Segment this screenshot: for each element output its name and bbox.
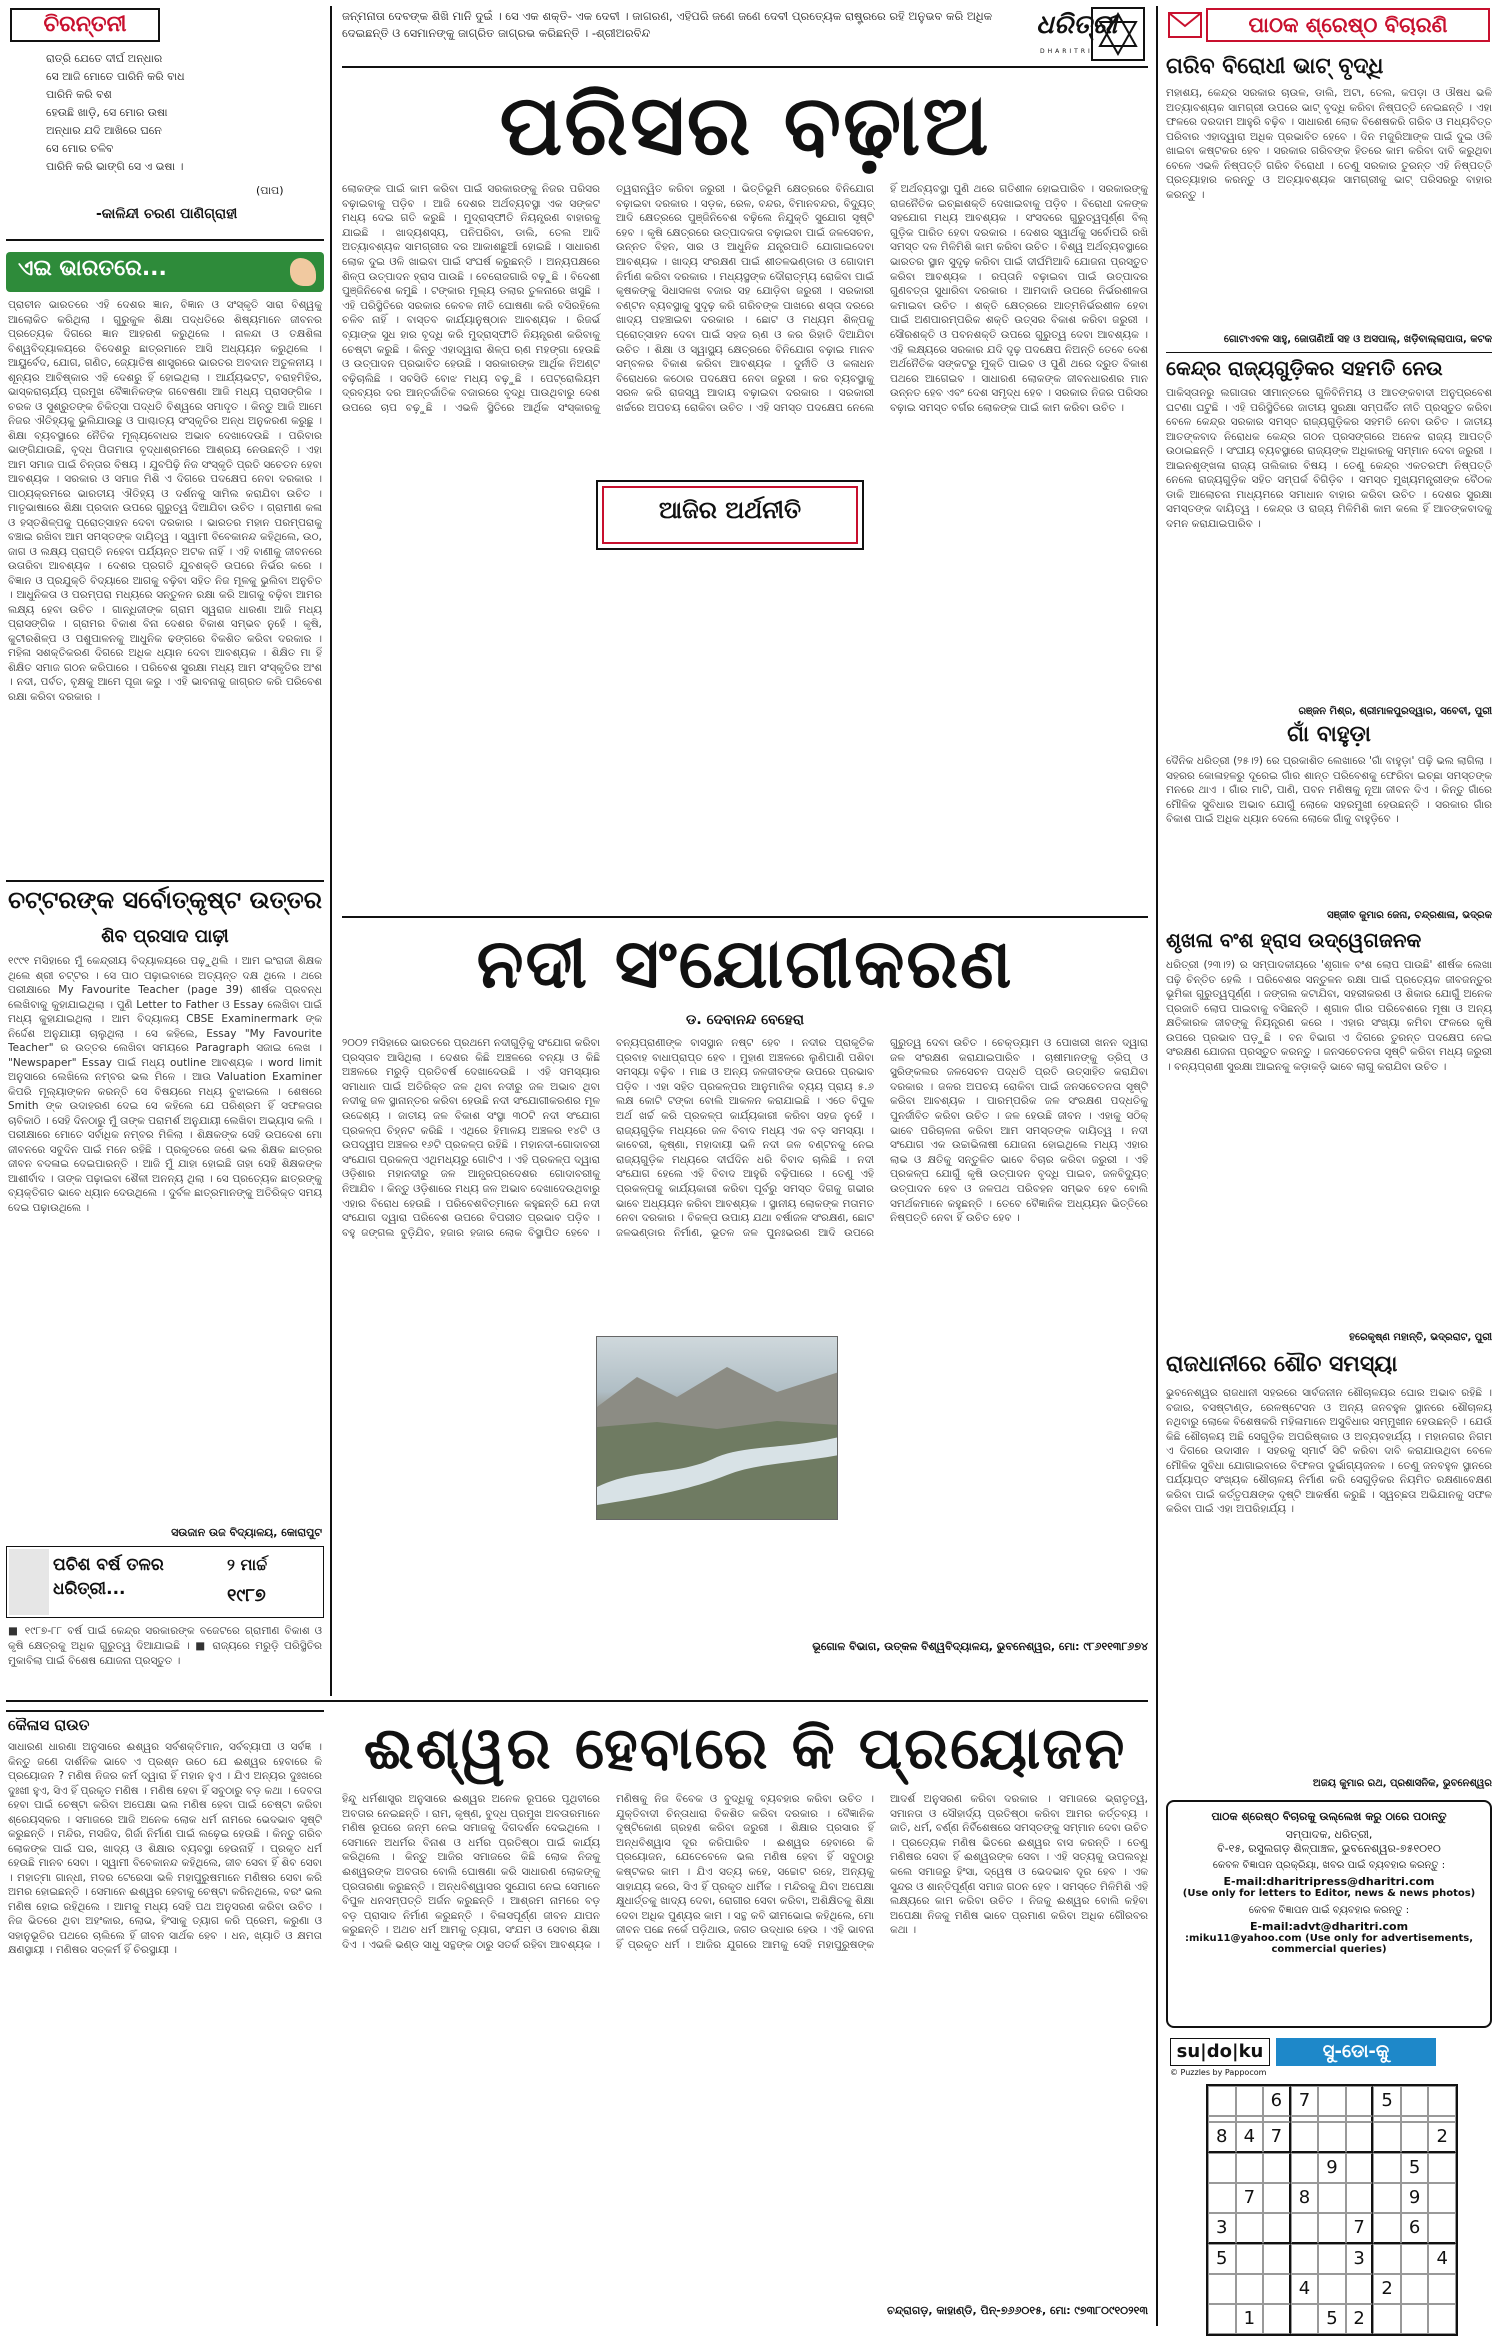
contact-email-1[interactable]: E-mail:dharitripress@dharitri.com [1223,1875,1435,1888]
ishwar-headline: ଈଶ୍ୱର ହେବାରେ କି ପ୍ରୟୋଜନ [363,1714,1127,1782]
shrikhala-body: ଧରିତ୍ରୀ (୨୩।୨) ର ସମ୍ପାଦକୀୟରେ 'ଶୃଗାଳ ବଂଶ ଲୋପ ପାଉଛି' ଶୀର୍ଷକ ଲେଖା ପଢ଼ି ଚିନ୍ତିତ ହେଲି । ପରିବେଶର ସନ୍ତୁଳନ ରକ୍ଷା ପାଇଁ ପ୍ରତ୍ୟେକ ଜୀବଜନ୍ତୁର ଭୂମିକା ଗୁରୁତ୍ୱପୂର୍ଣ୍ଣ । ଜଙ୍ଗଲ କଟାଯିବା, ସହରୀକରଣ ଓ ଶିକାର ଯୋଗୁଁ ଅନେକ ପ୍ରଜାତି ଲୋପ ପାଇବାକୁ ବସିଛନ୍ତି । ଶୃଗାଳ ଗାଁର ପରିବେଶରେ ମୂଷା ଓ ଅନ୍ୟ କ୍ଷତିକାରକ ଜୀବଙ୍କୁ ନିୟନ୍ତ୍ରଣ କରେ । ଏହାର ସଂଖ୍ୟା କମିବା ଫଳରେ କୃଷି ଉପରେ ପ୍ରଭାବ ପଡ଼ୁଛି । ବନ ବିଭାଗ ଏ ଦିଗରେ ତୁରନ୍ତ ପଦକ୍ଷେପ ନେଇ ସଂରକ୍ଷଣ ଯୋଜନା ପ୍ରସ୍ତୁତ କରନ୍ତୁ । ଜନସଚେତନତା ସୃଷ୍ଟି କରିବା ମଧ୍ୟ ଜରୁରୀ । ବନ୍ୟପ୍ରାଣୀ ସୁରକ୍ଷା ଆଇନକୁ କଡ଼ାକଡ଼ି ଭାବେ ଲାଗୁ କରାଯିବା ଉଚିତ । [1166,959,1492,1073]
contact-line-2: ବି-୧୫, ରସୁଲଗଡ଼ ଶିଳ୍ପାଞ୍ଚଳ, ଭୁବନେଶ୍ୱର-୭୫୧୦୧୦ [1217,1842,1441,1855]
chatra-author: ଶିବ ପ୍ରସାଦ ପାଢ଼ୀ [101,926,229,947]
shrikhala-byline: ହରେକୃଷ୍ଣ ମହାନ୍ତି, ଭଦ୍ରରାଟ, ପୁରୀ [1349,1332,1492,1343]
sudoku-cell[interactable] [1401,2304,1429,2334]
contact-box [1166,1800,1492,2028]
contact-fax-label: କେବଳ ବିଜ୍ଞାପନ ପ୍ରକ୍ରିୟା, ଖବର ପାଇଁ ବ୍ୟବହାର କରନ୍ତୁ : [1212,1860,1446,1871]
sudoku-cell[interactable] [1318,2122,1346,2153]
sudoku-cell[interactable] [1346,2122,1374,2153]
gaa-body: ଦୈନିକ ଧରିତ୍ରୀ (୨୫।୨) ରେ ପ୍ରକାଶିତ ଲେଖାରେ 'ଗାଁ ବାହୁଡ଼ା' ପଢ଼ି ଭଲ ଲାଗିଲା । ସହରର କୋଳାହଳରୁ ଦୂରେଇ ଗାଁର ଶାନ୍ତ ପରିବେଶକୁ ଫେରିବା ଇଚ୍ଛା ସମସ୍ତଙ୍କ ମନରେ ଥାଏ । ଗାଁର ମାଟି, ପାଣି, ପବନ ମଣିଷକୁ ନୂଆ ଜୀବନ ଦିଏ । କିନ୍ତୁ ଗାଁରେ ମୌଳିକ ସୁବିଧାର ଅଭାବ ଯୋଗୁଁ ଲୋକେ ସହରମୁଖୀ ହେଉଛନ୍ତି । ସରକାର ଗାଁର ବିକାଶ ପାଇଁ ଅଧିକ ଧ୍ୟାନ ଦେଲେ ଲୋକେ ଗାଁକୁ ବାହୁଡ଼ିବେ । [1166,755,1492,825]
contact-email-3[interactable]: :miku11@yahoo.com (Use only for advertisements, commercial queries) [1184,1933,1474,1955]
sudoku-cell[interactable] [1373,2183,1401,2213]
river-photo [596,1336,838,1520]
chatra-body: ୧୯୯୧ ମସିହାରେ ମୁଁ କେନ୍ଦ୍ରୀୟ ବିଦ୍ୟାଳୟରେ ପଢ଼ୁଥିଲି । ଆମ ଇଂରାଜୀ ଶିକ୍ଷକ ଥିଲେ ଶ୍ରୀ ଚଟ୍ଟର । ସେ ପାଠ ପଢ଼ାଇବାରେ ଅତ୍ୟନ୍ତ ଦକ୍ଷ ଥିଲେ । ଥରେ ପରୀକ୍ଷାରେ My Favourite Teacher (page 39) ଶୀର୍ଷକ ପ୍ରବନ୍ଧ ଲେଖିବାକୁ କୁହାଯାଇଥିଲା । ପୁଣି Letter to Father ଓ Essay ଲେଖିବା ପାଇଁ ମଧ୍ୟ କୁହାଯାଇଥିଲା । ଆମ ବିଦ୍ୟାଳୟ CBSE Examinermark ଙ୍କ ନିର୍ଦ୍ଦେଶ ଅନୁଯାୟୀ ଚାଲୁଥିଲା । ସେ କହିଲେ, Essay "My Favourite Teacher" ର ଉତ୍ତର ଲେଖିବା ସମୟରେ Paragraph ସଜାଇ ଲେଖ । "Newspaper" Essay ପାଇଁ ମଧ୍ୟ outline ଆବଶ୍ୟକ । word limit ଅନୁସାରେ ଲେଖିଲେ ନମ୍ବର ଭଲ ମିଳେ । ଆଉ Valuation Examiner କିପରି ମୂଲ୍ୟାଙ୍କନ କରନ୍ତି ସେ ବିଷୟରେ ମଧ୍ୟ ବୁଝାଇଲେ । ଶେଷରେ Smith ଙ୍କ ଉଦାହରଣ ଦେଇ ସେ କହିଲେ ଯେ ପରିଶ୍ରମ ହିଁ ସଫଳତାର ଚାବିକାଠି । ସେହି ଦିନଠାରୁ ମୁଁ ତାଙ୍କ ପରାମର୍ଶ ଅନୁଯାୟୀ ଲେଖିବା ଅଭ୍ୟାସ କଲି । ପରୀକ୍ଷାରେ ମୋତେ ସର୍ବାଧିକ ନମ୍ବର ମିଳିଲା । ଶିକ୍ଷକଙ୍କ ସେହି ଉପଦେଶ ମୋ ଜୀବନରେ ସବୁଦିନ ପାଇଁ ମନେ ରହିଛି । ପ୍ରକୃତରେ ଜଣେ ଭଲ ଶିକ୍ଷକ ଛାତ୍ରର ଜୀବନ ବଦଳାଇ ଦେଇପାରନ୍ତି । ଆଜି ମୁଁ ଯାହା ହୋଇଛି ତାହା ସେହି ଶିକ୍ଷକଙ୍କ ଆଶୀର୍ବାଦ । ତାଙ୍କ ପଢ଼ାଇବା ଶୈଳୀ ଅନନ୍ୟ ଥିଲା । ସେ ପ୍ରତ୍ୟେକ ଛାତ୍ରଙ୍କୁ ବ୍ୟକ୍ତିଗତ ଭାବେ ଧ୍ୟାନ ଦେଉଥିଲେ । ଦୁର୍ବଳ ଛାତ୍ରମାନଙ୍କୁ ଅତିରିକ୍ତ ସମୟ ଦେଇ ପଢ଼ାଉଥିଲେ । [8,955,322,1214]
left-divider-2 [6,1710,324,1712]
sudoku-cell[interactable] [1263,2153,1291,2183]
sudoku-cell[interactable] [1263,2244,1291,2274]
left-column [6,6,324,2326]
sudoku-cell[interactable] [1428,2304,1456,2334]
raj-body: ଭୁବନେଶ୍ୱର ରାଜଧାନୀ ସହରରେ ସାର୍ବଜନୀନ ଶୌଚାଳୟର ଘୋର ଅଭାବ ରହିଛି । ବଜାର, ବସଷ୍ଟାଣ୍ଡ, ରେଳଷ୍ଟେସନ ଓ ଅନ୍ୟ ଜନବହୁଳ ସ୍ଥାନରେ ଶୌଚାଳୟ ନଥିବାରୁ ଲୋକେ ବିଶେଷକରି ମହିଳାମାନେ ଅସୁବିଧାର ସମ୍ମୁଖୀନ ହେଉଛନ୍ତି । ଯେଉଁ କିଛି ଶୌଚାଳୟ ଅଛି ସେଗୁଡ଼ିକ ଅପରିଷ୍କାର ଓ ଅବ୍ୟବହାର୍ଯ୍ୟ । ମହାନଗର ନିଗମ ଏ ଦିଗରେ ଉଦାସୀନ । ସହରକୁ ସ୍ମାର୍ଟ ସିଟି କରିବା ଦାବି କରାଯାଉଥିବା ବେଳେ ମୌଳିକ ସୁବିଧା ଯୋଗାଇବାରେ ବିଫଳତା ଦୁର୍ଭାଗ୍ୟଜନକ । ତେଣୁ ଜନବହୁଳ ସ୍ଥାନରେ ପର୍ଯ୍ୟାପ୍ତ ସଂଖ୍ୟକ ଶୌଚାଳୟ ନିର୍ମାଣ କରି ସେଗୁଡ଼ିକର ନିୟମିତ ରକ୍ଷଣାବେକ୍ଷଣ କରିବା ପାଇଁ କର୍ତ୍ତୃପକ୍ଷଙ୍କ ଦୃଷ୍ଟି ଆକର୍ଷଣ କରୁଛି । ସ୍ୱଚ୍ଛତା ଅଭିଯାନକୁ ସଫଳ କରିବା ପାଇଁ ଏହା ଅପରିହାର୍ଯ୍ୟ । [1166,1387,1492,1515]
chatra-en-1: My Favourite Teacher (page 39) [58,984,243,996]
chatra-en-8: outline [170,1056,207,1069]
left-vertical-rule [330,6,332,1696]
sudoku-cell[interactable]: 5 [1208,2244,1236,2274]
contact-email-2[interactable]: E-mail:advt@dharitri.com [1249,1920,1409,1933]
chatra-en-4: CBSE Examinermark [186,1013,299,1025]
contact-line-1: ସମ୍ପାଦକ, ଧରିତ୍ରୀ, [1285,1828,1373,1841]
kailash-title: କୈଳାସ ରାଉତ [8,1716,90,1734]
nadi-headline: ନଦୀ ସଂଯୋଗୀକରଣ [476,925,1014,1004]
sudoku-cell[interactable] [1318,2213,1346,2244]
chatra-en-10: Valuation Examiner [217,1071,322,1083]
contact-title: ପାଠକ ଶ୍ରେଷ୍ଠ ବିଚାରକୁ ଉଲ୍ଲେଖ କରୁ ଠାରେ ପଠାନ୍ତୁ [1211,1810,1447,1823]
chatra-en-7: "Newspaper" Essay [8,1056,112,1069]
india-map-icon [290,258,316,286]
sudoku-cell[interactable] [1346,2153,1374,2183]
sudoku-cell[interactable]: 1 [1236,2304,1264,2334]
pachisa-date: ୨ ମାର୍ଚ୍ଚ [227,1555,268,1574]
sudoku-cell[interactable] [1373,2153,1401,2183]
garib-body: ମହାଶୟ, କେନ୍ଦ୍ର ସରକାର ଚାଉଳ, ଡାଲି, ଅଟା, ତେଲ, କପଡ଼ା ଓ ଔଷଧ ଭଳି ଅତ୍ୟାବଶ୍ୟକ ସାମଗ୍ରୀ ଉପରେ ଭାଟ୍ ବୃଦ୍ଧି କରିବା ନିଷ୍ପତ୍ତି ନେଇଛନ୍ତି । ଏହା ଫଳରେ ଦରଦାମ ଆହୁରି ବଢ଼ିବ । ସାଧାରଣ ଲୋକ ବିଶେଷକରି ଗରିବ ଓ ମଧ୍ୟବିତ୍ତ ପରିବାର ଏହାଦ୍ୱାରା ଅଧିକ ପ୍ରଭାବିତ ହେବେ । ଦିନ ମଜୁରିଆଙ୍କ ପାଇଁ ଦୁଇ ଓଳି ଖାଇବା କଷ୍ଟକର ହେବ । ସରକାର ଗରିବଙ୍କ ହିତରେ କାମ କରିବା ଦାବି କରୁଥିବା ବେଳେ ଏଭଳି ନିଷ୍ପତ୍ତି ଗରିବ ବିରୋଧୀ । ତେଣୁ ସରକାର ତୁରନ୍ତ ଏହି ନିଷ୍ପତ୍ତି ପ୍ରତ୍ୟାହାର କରନ୍ତୁ ଓ ଅତ୍ୟାବଶ୍ୟକ ସାମଗ୍ରୀକୁ ଭାଟ୍ ପରିସରରୁ ବାହାର କରନ୍ତୁ । [1166,87,1492,201]
chirantani-poem: ରାତ୍ରି ଯେତେ ଦୀର୍ଘ ଅନ୍ଧାର ସେ ଆଜି ମୋତେ ପାରିନି କରି ବାଧ ପାରିନି କରି ବଶ ହେଉଛି ଖାଡ଼ି, ସେ ମୋର ଉଷା ଅନ୍ଧାର ଯଦି ଆଖିରେ ଘନେ ସେ ମୋର ଚଳିବ ପାରିନି କରି ଭାଙ୍ଗି ସେ ଏ ଭଷା । [46,52,185,173]
chirantani-title: ଚିରନ୍ତନୀ [10,8,160,42]
chatra-en-6: Paragraph [195,1042,250,1054]
kailash-body: ସାଧାରଣ ଧାରଣା ଅନୁସାରେ ଈଶ୍ୱର ସର୍ବଶକ୍ତିମାନ, ସର୍ବବ୍ୟାପୀ ଓ ସର୍ବଜ୍ଞ । କିନ୍ତୁ ଜଣେ ଦାର୍ଶନିକ ଭାବେ ଏ ପ୍ରଶ୍ନ ଉଠେ ଯେ ଈଶ୍ୱର ହେବାରେ କି ପ୍ରୟୋଜନ ? ମଣିଷ ନିଜର କର୍ମ ଦ୍ୱାରା ହିଁ ମହାନ ହୁଏ । ଯିଏ ଅନ୍ୟର ଦୁଃଖରେ ଦୁଃଖୀ ହୁଏ, ସିଏ ହିଁ ପ୍ରକୃତ ମଣିଷ । ମଣିଷ ହେବା ହିଁ ସବୁଠାରୁ ବଡ଼ କଥା । ଦେବତା ହେବା ପାଇଁ ଚେଷ୍ଟା କରିବା ଅପେକ୍ଷା ଭଲ ମଣିଷ ହେବା ପାଇଁ ଚେଷ୍ଟା କରିବା ଶ୍ରେୟସ୍କର । ସମାଜରେ ଆଜି ଅନେକ ଲୋକ ଧର୍ମ ନାମରେ ଭେଦଭାବ ସୃଷ୍ଟି କରୁଛନ୍ତି । ମନ୍ଦିର, ମସଜିଦ, ଗିର୍ଜା ନିର୍ମାଣ ପାଇଁ ଲଢ଼େଇ ହେଉଛି । କିନ୍ତୁ ଗରିବ ଲୋକଙ୍କ ପାଇଁ ଘର, ଖାଦ୍ୟ ଓ ଶିକ୍ଷାର ବ୍ୟବସ୍ଥା ହେଉନାହିଁ । ପ୍ରକୃତ ଧର୍ମ ହେଉଛି ମାନବ ସେବା । ସ୍ୱାମୀ ବିବେକାନନ୍ଦ କହିଥିଲେ, ଜୀବ ସେବା ହିଁ ଶିବ ସେବା । ମହାତ୍ମା ଗାନ୍ଧୀ, ମଦର ଟେରେସା ଭଳି ମହାପୁରୁଷମାନେ ମଣିଷର ସେବା କରି ଅମର ହୋଇଛନ୍ତି । ସେମାନେ ଈଶ୍ୱର ହେବାକୁ ଚେଷ୍ଟା କରିନଥିଲେ, ବରଂ ଭଲ ମଣିଷ ହୋଇ ରହିଥିଲେ । ଆମକୁ ମଧ୍ୟ ସେହି ପଥ ଅନୁସରଣ କରିବା ଉଚିତ । ନିଜ ଭିତରେ ଥିବା ଅହଂକାର, ଲୋଭ, ହିଂସାକୁ ତ୍ୟାଗ କରି ପ୍ରେମ, କରୁଣା ଓ ସହାନୁଭୂତିର ପଥରେ ଚାଲିଲେ ହିଁ ଜୀବନ ସାର୍ଥକ ହେବ । ଧନ, ଖ୍ୟାତି ଓ କ୍ଷମତା କ୍ଷଣସ୍ଥାୟୀ । ମଣିଷର ସତ୍କର୍ମ ହିଁ ଚିରସ୍ଥାୟୀ । [8,1741,322,1956]
sudoku-cell[interactable] [1291,2213,1319,2244]
nadi-body: ୨୦୦୨ ମସିହାରେ ଭାରତରେ ପ୍ରଥମେ ନଦୀଗୁଡ଼ିକୁ ସଂଯୋଗ କରିବା ପ୍ରସ୍ତାବ ଆସିଥିଲା । ଦେଶର କିଛି ଅଞ୍ଚଳରେ ବନ୍ୟା ଓ କିଛି ଅଞ୍ଚଳରେ ମରୁଡ଼ି ପ୍ରତିବର୍ଷ ଦେଖାଦେଉଛି । ଏହି ସମସ୍ୟାର ସମାଧାନ ପାଇଁ ଅତିରିକ୍ତ ଜଳ ଥିବା ନଦୀରୁ ଜଳ ଅଭାବ ଥିବା ନଦୀକୁ ଜଳ ସ୍ଥାନାନ୍ତର କରିବା ହେଉଛି ନଦୀ ସଂଯୋଗୀକରଣର ମୂଳ ଉଦ୍ଦେଶ୍ୟ । ଜାତୀୟ ଜଳ ବିକାଶ ସଂସ୍ଥା ୩୦ଟି ନଦୀ ସଂଯୋଗ ପ୍ରକଳ୍ପ ଚିହ୍ନଟ କରିଛି । ଏଥିରେ ହିମାଳୟ ଅଞ୍ଚଳର ୧୪ଟି ଓ ଉପଦ୍ୱୀପ ଅଞ୍ଚଳର ୧୬ଟି ପ୍ରକଳ୍ପ ରହିଛି । ମହାନଦୀ-ଗୋଦାବରୀ ସଂଯୋଗ ପ୍ରକଳ୍ପ ଏଥିମଧ୍ୟରୁ ଗୋଟିଏ । ଏହି ପ୍ରକଳ୍ପ ଦ୍ୱାରା ଓଡ଼ିଶାର ମହାନଦୀରୁ ଜଳ ଆନ୍ଧ୍ରପ୍ରଦେଶର ଗୋଦାବରୀକୁ ନିଆଯିବ । କିନ୍ତୁ ଓଡ଼ିଶାରେ ମଧ୍ୟ ଜଳ ଅଭାବ ଦେଖାଦେଉଥିବାରୁ ଏହାର ବିରୋଧ ହେଉଛି । ପରିବେଶବିତ୍‌ମାନେ କହୁଛନ୍ତି ଯେ ନଦୀ ସଂଯୋଗ ଦ୍ୱାରା ପରିବେଶ ଉପରେ ବିପରୀତ ପ୍ରଭାବ ପଡ଼ିବ । ବହୁ ଜଙ୍ଗଲ ବୁଡ଼ିଯିବ, ହଜାର ହଜାର ଲୋକ ବିସ୍ଥାପିତ ହେବେ । ବନ୍ୟପ୍ରାଣୀଙ୍କ ବାସସ୍ଥାନ ନଷ୍ଟ ହେବ । ନଦୀର ପ୍ରାକୃତିକ ପ୍ରବାହ ବାଧାପ୍ରାପ୍ତ ହେବ । ମୁହାଣ ଅଞ୍ଚଳରେ ଲୁଣିପାଣି ପଶିବା ସମସ୍ୟା ବଢ଼ିବ । ମାଛ ଓ ଅନ୍ୟ ଜଳଜୀବଙ୍କ ଉପରେ ପ୍ରଭାବ ପଡ଼ିବ । ଏହା ସହିତ ପ୍ରକଳ୍ପର ଆନୁମାନିକ ବ୍ୟୟ ପ୍ରାୟ ୫.୬ ଲକ୍ଷ କୋଟି ଟଙ୍କା ବୋଲି ଆକଳନ କରାଯାଇଛି । ଏତେ ବିପୁଳ ଅର୍ଥ ଖର୍ଚ୍ଚ କରି ପ୍ରକଳ୍ପ କାର୍ଯ୍ୟକାରୀ କରିବା ସହଜ ନୁହେଁ । ରାଜ୍ୟଗୁଡ଼ିକ ମଧ୍ୟରେ ଜଳ ବିବାଦ ମଧ୍ୟ ଏକ ବଡ଼ ସମସ୍ୟା । କାବେରୀ, କୃଷ୍ଣା, ମହାଦାୟୀ ଭଳି ନଦୀ ଜଳ ବଣ୍ଟନକୁ ନେଇ ରାଜ୍ୟଗୁଡ଼ିକ ମଧ୍ୟରେ ଦୀର୍ଘଦିନ ଧରି ବିବାଦ ଚାଲିଛି । ନଦୀ ସଂଯୋଗ ହେଲେ ଏହି ବିବାଦ ଆହୁରି ବଢ଼ିପାରେ । ତେଣୁ ଏହି ପ୍ରକଳ୍ପକୁ କାର୍ଯ୍ୟକାରୀ କରିବା ପୂର୍ବରୁ ସମସ୍ତ ଦିଗକୁ ଗଭୀର ଭାବେ ଅଧ୍ୟୟନ କରିବା ଆବଶ୍ୟକ । ସ୍ଥାନୀୟ ଲୋକଙ୍କ ମତାମତ ନେବା ଦରକାର । ବିକଳ୍ପ ଉପାୟ ଯଥା ବର୍ଷାଜଳ ସଂରକ୍ଷଣ, ଛୋଟ ଜଳଭଣ୍ଡାର ନିର୍ମାଣ, ଭୂତଳ ଜଳ ପୁନଃଭରଣ ଆଦି ଉପରେ ଗୁରୁତ୍ୱ ଦେବା ଉଚିତ । ଚେକ୍‌ଡ୍ୟାମ ଓ ପୋଖରୀ ଖନନ ଦ୍ୱାରା ଜଳ ସଂରକ୍ଷଣ କରାଯାଇପାରିବ । ଚାଷୀମାନଙ୍କୁ ଡ୍ରିପ୍ ଓ ସ୍ପ୍ରିଙ୍କଲର ଜଳସେଚନ ପଦ୍ଧତି ପ୍ରତି ଉତ୍ସାହିତ କରାଯିବା ଦରକାର । ଜଳର ଅପଚୟ ରୋକିବା ପାଇଁ ଜନସଚେତନତା ସୃଷ୍ଟି କରିବା ଆବଶ୍ୟକ । ପାରମ୍ପରିକ ଜଳ ସଂରକ୍ଷଣ ପଦ୍ଧତିକୁ ପୁନର୍ଜୀବିତ କରିବା ଉଚିତ । ଜଳ ହେଉଛି ଜୀବନ । ଏହାକୁ ସଠିକ୍ ଭାବେ ପରିଚାଳନା କରିବା ଆମ ସମସ୍ତଙ୍କ ଦାୟିତ୍ୱ । ନଦୀ ସଂଯୋଗ ଏକ ଉଚ୍ଚାଭିଳାଷୀ ଯୋଜନା ହୋଇଥିଲେ ମଧ୍ୟ ଏହାର ଲାଭ ଓ କ୍ଷତିକୁ ସନ୍ତୁଳିତ ଭାବେ ବିଚାର କରିବା ଜରୁରୀ । ଏହି ପ୍ରକଳ୍ପ ଯୋଗୁଁ କୃଷି ଉତ୍ପାଦନ ବୃଦ୍ଧି ପାଇବ, ଜଳବିଦ୍ୟୁତ୍ ଉତ୍ପାଦନ ହେବ ଓ ଜଳପଥ ପରିବହନ ସମ୍ଭବ ହେବ ବୋଲି ସମର୍ଥକମାନେ କହୁଛନ୍ତି । ତେବେ ବୈଜ୍ଞାନିକ ଅଧ୍ୟୟନ ଭିତ୍ତିରେ ନିଷ୍ପତ୍ତି ନେବା ହିଁ ଉଚିତ ହେବ । [342,1037,1148,1239]
sudoku-header [1166,2036,1492,2080]
bharat-body: ପ୍ରାଚୀନ ଭାରତରେ ଏହି ଦେଶର ଜ୍ଞାନ, ବିଜ୍ଞାନ ଓ ସଂସ୍କୃତି ସାରା ବିଶ୍ୱକୁ ଆଲୋକିତ କରିଥିଲା । ଗୁରୁକୁଳ ଶିକ୍ଷା ପଦ୍ଧତିରେ ଶିଷ୍ୟମାନେ ଜୀବନର ପ୍ରତ୍ୟେକ ଦିଗରେ ଜ୍ଞାନ ଆହରଣ କରୁଥିଲେ । ନାଳନ୍ଦା ଓ ତକ୍ଷଶିଳା ବିଶ୍ୱବିଦ୍ୟାଳୟରେ ବିଦେଶରୁ ଛାତ୍ରମାନେ ଆସି ଅଧ୍ୟୟନ କରୁଥିଲେ । ଆୟୁର୍ବେଦ, ଯୋଗ, ଗଣିତ, ଜ୍ୟୋତିଷ ଶାସ୍ତ୍ରରେ ଭାରତର ଅବଦାନ ଅତୁଳନୀୟ । ଶୂନ୍ୟର ଆବିଷ୍କାର ଏହି ଦେଶରୁ ହିଁ ହୋଇଥିଲା । ଆର୍ଯ୍ୟଭଟ୍ଟ, ବରାହମିହିର, ଭାସ୍କରାଚାର୍ଯ୍ୟ ପ୍ରମୁଖ ବୈଜ୍ଞାନିକଙ୍କ ଗବେଷଣା ଆଜି ମଧ୍ୟ ପ୍ରାସଙ୍ଗିକ । ଚରକ ଓ ସୁଶ୍ରୁତଙ୍କ ଚିକିତ୍ସା ପଦ୍ଧତି ବିଶ୍ୱରେ ସମାଦୃତ । କିନ୍ତୁ ଆଜି ଆମେ ନିଜର ଐତିହ୍ୟକୁ ଭୁଲିଯାଉଛୁ ଓ ପାଶ୍ଚାତ୍ୟ ସଂସ୍କୃତିର ଅନ୍ଧ ଅନୁକରଣ କରୁଛୁ । ଶିକ୍ଷା ବ୍ୟବସ୍ଥାରେ ନୈତିକ ମୂଲ୍ୟବୋଧର ଅଭାବ ଦେଖାଦେଉଛି । ପରିବାର ଭାଙ୍ଗିଯାଉଛି, ବୃଦ୍ଧ ପିତାମାତା ବୃଦ୍ଧାଶ୍ରମରେ ଆଶ୍ରୟ ନେଉଛନ୍ତି । ଏହା ଆମ ସମାଜ ପାଇଁ ଚିନ୍ତାର ବିଷୟ । ଯୁବପିଢ଼ି ନିଜ ସଂସ୍କୃତି ପ୍ରତି ସଚେତନ ହେବା ଆବଶ୍ୟକ । ସରକାର ଓ ସମାଜ ମିଶି ଏ ଦିଗରେ ପଦକ୍ଷେପ ନେବା ଦରକାର । ପାଠ୍ୟକ୍ରମରେ ଭାରତୀୟ ଐତିହ୍ୟ ଓ ଦର୍ଶନକୁ ସାମିଲ କରାଯିବା ଉଚିତ । ମାତୃଭାଷାରେ ଶିକ୍ଷା ପ୍ରଦାନ ଉପରେ ଗୁରୁତ୍ୱ ଦିଆଯିବା ଉଚିତ । ଗ୍ରାମୀଣ କଳା ଓ ହସ୍ତଶିଳ୍ପକୁ ପ୍ରୋତ୍ସାହନ ଦେବା ଦରକାର । ଭାରତର ମହାନ ପରମ୍ପରାକୁ ବଞ୍ଚାଇ ରଖିବା ଆମ ସମସ୍ତଙ୍କ ଦାୟିତ୍ୱ । ସ୍ୱାମୀ ବିବେକାନନ୍ଦ କହିଥିଲେ, ଉଠ, ଜାଗ ଓ ଲକ୍ଷ୍ୟ ପ୍ରାପ୍ତି ନହେବା ପର୍ଯ୍ୟନ୍ତ ଅଟକ ନାହିଁ । ଏହି ବାଣୀକୁ ଜୀବନରେ ଉତାରିବା ଆବଶ୍ୟକ । ଦେଶର ପ୍ରଗତି ଯୁବଶକ୍ତି ଉପରେ ନିର୍ଭର କରେ । ବିଜ୍ଞାନ ଓ ପ୍ରଯୁକ୍ତି ବିଦ୍ୟାରେ ଆଗକୁ ବଢ଼ିବା ସହିତ ନିଜ ମୂଳକୁ ଭୁଲିବା ଅନୁଚିତ । ଆଧୁନିକତା ଓ ପରମ୍ପରା ମଧ୍ୟରେ ସନ୍ତୁଳନ ରକ୍ଷା କରି ଆଗକୁ ବଢ଼ିବା ଆମର ଲକ୍ଷ୍ୟ ହେବା ଉଚିତ । ଗାନ୍ଧିଜୀଙ୍କ ଗ୍ରାମ ସ୍ୱରାଜ ଧାରଣା ଆଜି ମଧ୍ୟ ପ୍ରାସଙ୍ଗିକ । ଗ୍ରାମର ବିକାଶ ବିନା ଦେଶର ବିକାଶ ସମ୍ଭବ ନୁହେଁ । କୃଷି, କୁଟୀରଶିଳ୍ପ ଓ ପଶୁପାଳନକୁ ଆଧୁନିକ ଢଙ୍ଗରେ ବିକଶିତ କରିବା ଦରକାର । ମହିଳା ସଶକ୍ତିକରଣ ଦିଗରେ ଅଧିକ ଧ୍ୟାନ ଦେବା ଆବଶ୍ୟକ । ଶିକ୍ଷିତ ମା ହିଁ ଶିକ୍ଷିତ ସମାଜ ଗଠନ କରିପାରେ । ପରିବେଶ ସୁରକ୍ଷା ମଧ୍ୟ ଆମ ସଂସ୍କୃତିର ଅଂଶ । ନଦୀ, ପର୍ବତ, ବୃକ୍ଷକୁ ଆମେ ପୂଜା କରୁ । ଏହି ଭାବନାକୁ ଜାଗ୍ରତ କରି ପରିବେଶ ରକ୍ଷା କରିବା ଦରକାର । [8,299,322,703]
sudoku-brand: su|do|ku [1170,2038,1270,2066]
sudoku-cell[interactable] [1401,2274,1429,2304]
main-headline: ପରିସର ବଢ଼ାଅ [499,76,991,174]
sudoku-brand-odia: ସୁ-ଡୋ-କୁ [1276,2038,1436,2066]
sudoku-cell[interactable] [1236,2274,1264,2304]
sudoku-cell[interactable] [1318,2183,1346,2213]
star-emblem-icon [1090,6,1146,62]
sudoku-cell[interactable]: 7 [1291,2086,1319,2116]
sudoku-cell[interactable]: 2 [1428,2122,1456,2153]
sudoku-cell[interactable]: 4 [1428,2244,1456,2274]
nadi-author: ଡ. ଦେବାନନ୍ଦ ବେହେରା [686,1012,804,1028]
logo-text: ଧରିତ୍ରୀ [1036,10,1118,40]
sudoku-cell[interactable] [1401,2122,1429,2153]
sudoku-cell[interactable] [1291,2122,1319,2153]
sudoku-cell[interactable] [1401,2244,1429,2274]
pathaka-header [1166,8,1492,48]
chatra-en-2: Letter to Father [136,998,219,1011]
ishwar-byline: ଚନ୍ଦ୍ରାଗଡ଼, କାହାଣ୍ଡି, ପିନ୍-୭୬୬୦୧୫, ମୋ: ୯୭୩୮୦୯୧୦୨୧୩ [886,2304,1148,2317]
chatra-en-3: Essay [233,998,264,1011]
sudoku-cell[interactable]: 8 [1208,2122,1236,2153]
aajira-inset [596,480,864,550]
chirantani-author: -କାଳିନ୍ଦୀ ଚରଣ ପାଣିଗ୍ରାହୀ [96,206,238,222]
pachisa-banner [6,1546,324,1618]
sudoku-cell[interactable]: 6 [1263,2086,1291,2116]
sudoku-cell[interactable] [1428,2183,1456,2213]
sudoku-cell[interactable] [1208,2153,1236,2183]
right-column [1166,6,1492,2329]
chatra-en-5: Essay "My Favourite Teacher" [8,1027,322,1054]
center-rule-1 [342,916,1148,918]
left-divider-1 [6,880,324,882]
raj-title: ରାଜଧାନୀରେ ଶୌଚ ସମସ୍ୟା [1166,1352,1398,1377]
sudoku-cell[interactable] [1263,2183,1291,2213]
kendra-title: କେନ୍ଦ୍ର ରାଜ୍ୟଗୁଡ଼ିକର ସହମତି ନେଉ [1166,356,1443,380]
chatra-en-9: word limit [267,1056,322,1069]
sudoku-cell[interactable] [1373,2213,1401,2244]
gaa-title: ଗାଁ ବାହୁଡ଼ା [1287,722,1371,747]
sudoku-cell[interactable] [1428,2274,1456,2304]
sudoku-cell[interactable]: 8 [1291,2183,1319,2213]
sudoku-cell[interactable]: 9 [1318,2153,1346,2183]
sudoku-cell[interactable] [1428,2086,1456,2116]
sudoku-cell[interactable]: 7 [1346,2213,1374,2244]
sudoku-cell[interactable] [1208,2183,1236,2213]
sudoku-cell[interactable] [1428,2213,1456,2244]
sudoku-cell[interactable] [1428,2153,1456,2183]
sudoku-cell[interactable]: 2 [1346,2304,1374,2334]
pachisa-year: ୧୯୮୭ [227,1585,266,1606]
gaa-byline: ସଞ୍ଜୀବ କୁମାର ଜେନା, ଚନ୍ଦ୍ରଶାଳା, ଭଦ୍ରକ [1326,910,1492,921]
bharat-header [6,252,324,292]
pachisa-label: ପଚିଶ ବର୍ଷ ତଳର ଧରିତ୍ରୀ... [53,1555,164,1599]
masthead-quote: ଜନ୍ମନାତା ଦେବଙ୍କ ଶିଖି ମାନି ଦୁଇଁ । ସେ ଏକ ଶକ୍ତି- ଏକ ଦେବୀ । ଜାଗରଣ, ଏହିପରି ଜଣେ ଜଣେ ଦେବୀ ପ୍ରତ୍ୟେକ ରାଷ୍ଟ୍ରରେ ରହି ଅନୁଭବ କରି ଅଧିକ ଦେଇଛନ୍ତି ଓ ସେମାନଙ୍କୁ ଜାଗ୍ରିତ ଜାଗ୍ରଭ କରିଛନ୍ତି । -ଶ୍ରୀଅରବିନ୍ଦ [342,9,993,40]
chatra-en-11: Smith [8,1100,39,1112]
sudoku-cell[interactable] [1263,2304,1291,2334]
sudoku-cell[interactable] [1346,2086,1374,2116]
sudoku-cell[interactable] [1373,2244,1401,2274]
sudoku-cell[interactable]: 7 [1263,2122,1291,2153]
bharat-title: ଏଇ ଭାରତରେ... [18,256,167,281]
pachisa-flag [9,1549,49,1615]
masthead-rule [342,66,1148,68]
contact-ads-label: କେବଳ ବିଜ୍ଞାପନ ପାଇଁ ବ୍ୟବହାର କରନ୍ତୁ : [1248,1905,1410,1916]
chirantani-box [6,6,324,241]
sudoku-cell[interactable]: 6 [1401,2213,1429,2244]
shrikhala-title: ଶୃଖଳା ବଂଶ ହ୍ରାସ ଉଦ୍ୱେଗଜନକ [1166,928,1422,952]
contact-email-1-note: (Use only for letters to Editor, news & news photos) [1182,1888,1476,1899]
sudoku-cell[interactable] [1208,2274,1236,2304]
sudoku-cell[interactable] [1318,2274,1346,2304]
sudoku-cell[interactable] [1263,2213,1291,2244]
kendra-byline: ରଞ୍ଜନ ମିଶ୍ର, ଶ୍ରୀମାଳପୁରଦ୍ୱାର, ସବେବୀ, ପୁରୀ [1298,706,1492,717]
sudoku-cell[interactable] [1236,2244,1264,2274]
sudoku-cell[interactable]: 3 [1346,2244,1374,2274]
sudoku-cell[interactable] [1291,2153,1319,2183]
sudoku-cell[interactable] [1291,2304,1319,2334]
logo-sub: DHARITRI [1040,48,1093,55]
center-rule-2 [6,1700,1148,1702]
main-article: ଲୋକଙ୍କ ପାଇଁ କାମ କରିବା ପାଇଁ ସରକାରଙ୍କୁ ନିଜର ପରିସର ବଢ଼ାଇବାକୁ ପଡ଼ିବ । ଆଜି ଦେଶର ଅର୍ଥବ୍ୟବସ୍ଥା ଏକ ସଙ୍କଟ ମଧ୍ୟ ଦେଇ ଗତି କରୁଛି । ମୁଦ୍ରାସ୍ଫୀତି ନିୟନ୍ତ୍ରଣ ବାହାରକୁ ଯାଇଛି । ଖାଦ୍ୟଶସ୍ୟ, ପନିପରିବା, ଡାଲି, ତେଲ ଆଦି ଅତ୍ୟାବଶ୍ୟକ ସାମଗ୍ରୀର ଦର ଆକାଶଛୁଆଁ ହୋଇଛି । ସାଧାରଣ ଲୋକ ଦୁଇ ଓଳି ଖାଇବା ପାଇଁ ସଂଘର୍ଷ କରୁଛନ୍ତି । ଅନ୍ୟପକ୍ଷରେ ଶିଳ୍ପ ଉତ୍ପାଦନ ହ୍ରାସ ପାଉଛି । ବେରୋଜଗାରି ବଢ଼ୁଛି । ବିଦେଶୀ ପୁଞ୍ଜିନିବେଶ କମୁଛି । ଟଙ୍କାର ମୂଲ୍ୟ ଡଲାର ତୁଳନାରେ ଖସୁଛି । ଏହି ପରିସ୍ଥିତିରେ ସରକାର କେବଳ ନୀତି ଘୋଷଣା କରି ବସିରହିଲେ ଚଳିବ ନାହିଁ । ବାସ୍ତବ କାର୍ଯ୍ୟାନୁଷ୍ଠାନ ଆବଶ୍ୟକ । ରିଜର୍ଭ ବ୍ୟାଙ୍କ ସୁଧ ହାର ବୃଦ୍ଧି କରି ମୁଦ୍ରାସ୍ଫୀତି ନିୟନ୍ତ୍ରଣ କରିବାକୁ ଚେଷ୍ଟା କରୁଛି । କିନ୍ତୁ ଏହାଦ୍ୱାରା ଶିଳ୍ପ ଋଣ ମହଙ୍ଗା ହେଉଛି ଓ ଉତ୍ପାଦନ ପ୍ରଭାବିତ ହେଉଛି । ସରକାରଙ୍କ ଆର୍ଥିକ ନିଅଣ୍ଟ ବଢ଼ିଚାଲିଛି । ସବସିଡି ବୋଝ ମଧ୍ୟ ବଢ଼ୁଛି । ପେଟ୍ରୋଲିୟମ ଦ୍ରବ୍ୟର ଦର ଆନ୍ତର୍ଜାତିକ ବଜାରରେ ବୃଦ୍ଧି ପାଉଥିବାରୁ ଦେଶ ଉପରେ ଚାପ ବଢ଼ୁଛି । ଏଭଳି ସ୍ଥିତିରେ ଆର୍ଥିକ ସଂସ୍କାରକୁ ତ୍ୱରାନ୍ୱିତ କରିବା ଜରୁରୀ । ଭିତ୍ତିଭୂମି କ୍ଷେତ୍ରରେ ବିନିଯୋଗ ବଢ଼ାଇବା ଦରକାର । ସଡ଼କ, ରେଳ, ବନ୍ଦର, ବିମାନବନ୍ଦର, ବିଦ୍ୟୁତ୍ ଆଦି କ୍ଷେତ୍ରରେ ପୁଞ୍ଜିନିବେଶ ବଢ଼ିଲେ ନିଯୁକ୍ତି ସୁଯୋଗ ସୃଷ୍ଟି ହେବ । କୃଷି କ୍ଷେତ୍ରରେ ଉତ୍ପାଦକତା ବଢ଼ାଇବା ପାଇଁ ଜଳସେଚନ, ଉନ୍ନତ ବିହନ, ସାର ଓ ଆଧୁନିକ ଯନ୍ତ୍ରପାତି ଯୋଗାଇଦେବା ଆବଶ୍ୟକ । ଖାଦ୍ୟ ସଂରକ୍ଷଣ ପାଇଁ ଶୀତଳଭଣ୍ଡାର ଓ ଗୋଦାମ ନିର୍ମାଣ କରିବା ଦରକାର । ମଧ୍ୟସ୍ଥଙ୍କ ଦୌରାତ୍ମ୍ୟ ରୋକିବା ପାଇଁ କୃଷକଙ୍କୁ ସିଧାସଳଖ ବଜାର ସହ ଯୋଡ଼ିବା ଜରୁରୀ । ସରକାରୀ ବଣ୍ଟନ ବ୍ୟବସ୍ଥାକୁ ସୁଦୃଢ଼ କରି ଗରିବଙ୍କ ପାଖରେ ଶସ୍ତା ଦରରେ ଖାଦ୍ୟ ପହଞ୍ଚାଇବା ଦରକାର । ଛୋଟ ଓ ମଧ୍ୟମ ଶିଳ୍ପକୁ ପ୍ରୋତ୍ସାହନ ଦେବା ପାଇଁ ସହଜ ଋଣ ଓ କର ରିହାତି ଦିଆଯିବା ଉଚିତ । ଶିକ୍ଷା ଓ ସ୍ୱାସ୍ଥ୍ୟ କ୍ଷେତ୍ରରେ ବିନିଯୋଗ ବଢ଼ାଇ ମାନବ ସମ୍ବଳର ବିକାଶ କରିବା ଆବଶ୍ୟକ । ଦୁର୍ନୀତି ଓ କଳାଧନ ବିରୋଧରେ କଠୋର ପଦକ୍ଷେପ ନେବା ଜରୁରୀ । କର ବ୍ୟବସ୍ଥାକୁ ସରଳ କରି ରାଜସ୍ୱ ଆଦାୟ ବଢ଼ାଇବା ଦରକାର । ସରକାରୀ ଖର୍ଚ୍ଚରେ ଅପଚୟ ରୋକିବା ଉଚିତ । ଏହି ସମସ୍ତ ପଦକ୍ଷେପ ନେଲେ ହିଁ ଅର୍ଥବ୍ୟବସ୍ଥା ପୁଣି ଥରେ ଗତିଶୀଳ ହୋଇପାରିବ । ସରକାରଙ୍କୁ ରାଜନୈତିକ ଇଚ୍ଛାଶକ୍ତି ଦେଖାଇବାକୁ ପଡ଼ିବ । ବିରୋଧୀ ଦଳଙ୍କ ସହଯୋଗ ମଧ୍ୟ ଆବଶ୍ୟକ । ସଂସଦରେ ଗୁରୁତ୍ୱପୂର୍ଣ୍ଣ ବିଲ୍ ଗୁଡ଼ିକ ପାରିତ ହେବା ଦରକାର । ଦେଶର ସ୍ୱାର୍ଥକୁ ସର୍ବୋପରି ରଖି ସମସ୍ତ ଦଳ ମିଳିମିଶି କାମ କରିବା ଉଚିତ । ବିଶ୍ୱ ଅର୍ଥବ୍ୟବସ୍ଥାରେ ଭାରତର ସ୍ଥାନ ସୁଦୃଢ଼ କରିବା ପାଇଁ ଦୀର୍ଘମିଆଦି ଯୋଜନା ପ୍ରସ୍ତୁତ କରିବା ଆବଶ୍ୟକ । ରପ୍ତାନି ବଢ଼ାଇବା ପାଇଁ ଉତ୍ପାଦର ଗୁଣବତ୍ତା ସୁଧାରିବା ଦରକାର । ଆମଦାନି ଉପରେ ନିର୍ଭରଶୀଳତା କମାଇବା ଉଚିତ । ଶକ୍ତି କ୍ଷେତ୍ରରେ ଆତ୍ମନିର୍ଭରଶୀଳ ହେବା ପାଇଁ ଅଣପାରମ୍ପରିକ ଶକ୍ତି ଉତ୍ସର ବିକାଶ କରିବା ଜରୁରୀ । ସୌରଶକ୍ତି ଓ ପବନଶକ୍ତି ଉପରେ ଗୁରୁତ୍ୱ ଦେବା ଆବଶ୍ୟକ । ଏହି ଲକ୍ଷ୍ୟରେ ସରକାର ଯଦି ଦୃଢ଼ ପଦକ୍ଷେପ ନିଅନ୍ତି ତେବେ ଦେଶ ଅର୍ଥନୈତିକ ସଙ୍କଟରୁ ମୁକ୍ତି ପାଇବ ଓ ପୁଣି ଥରେ ଦ୍ରୁତ ବିକାଶ ପଥରେ ଆଗେଇବ । ସାଧାରଣ ଲୋକଙ୍କ ଜୀବନଧାରଣର ମାନ ଉନ୍ନତ ହେବ ଏବଂ ଦେଶ ସମୃଦ୍ଧ ହେବ । ସରକାର ନିଜର ପରିସର ବଢ଼ାଇ ସମସ୍ତ ବର୍ଗର ଲୋକଙ୍କ ପାଇଁ କାମ କରିବା ଉଚିତ । [342,183,1148,414]
raj-byline: ଅଜୟ କୁମାର ରଥ, ପ୍ରଶାସନିକ, ଭୁବନେଶ୍ୱର [1312,1778,1492,1789]
sudoku-cell[interactable]: 7 [1236,2183,1264,2213]
sudoku-cell[interactable] [1208,2086,1236,2116]
sudoku-cell[interactable] [1346,2274,1374,2304]
pachisa-body: ■ ୧୯୮୭-୮୮ ବର୍ଷ ପାଇଁ କେନ୍ଦ୍ର ସରକାରଙ୍କ ବଜେଟରେ ଗ୍ରାମୀଣ ବିକାଶ ଓ କୃଷି କ୍ଷେତ୍ରକୁ ଅଧିକ ଗୁରୁତ୍ୱ ଦିଆଯାଇଛି । ■ ରାଜ୍ୟରେ ମରୁଡ଼ି ପରିସ୍ଥିତିର ମୁକାବିଲା ପାଇଁ ବିଶେଷ ଯୋଜନା ପ୍ରସ୍ତୁତ । [8,1625,322,1667]
ishwar-body: ହିନ୍ଦୁ ଧର୍ମଶାସ୍ତ୍ର ଅନୁସାରେ ଈଶ୍ୱର ଅନେକ ରୂପରେ ପୃଥିବୀରେ ଅବତାର ନେଇଛନ୍ତି । ରାମ, କୃଷ୍ଣ, ବୁଦ୍ଧ ପ୍ରମୁଖ ଅବତାରମାନେ ମଣିଷ ରୂପରେ ଜନ୍ମ ନେଇ ସମାଜକୁ ଦିଗଦର୍ଶନ ଦେଇଥିଲେ । ସେମାନେ ଅଧର୍ମର ବିନାଶ ଓ ଧର୍ମର ପ୍ରତିଷ୍ଠା ପାଇଁ କାର୍ଯ୍ୟ କରିଥିଲେ । କିନ୍ତୁ ଆଜିର ସମାଜରେ କିଛି ଲୋକ ନିଜକୁ ଈଶ୍ୱରଙ୍କ ଅବତାର ବୋଲି ଘୋଷଣା କରି ସାଧାରଣ ଲୋକଙ୍କୁ ପ୍ରତାରଣା କରୁଛନ୍ତି । ଅନ୍ଧବିଶ୍ୱାସର ସୁଯୋଗ ନେଇ ସେମାନେ ବିପୁଳ ଧନସମ୍ପତ୍ତି ଅର୍ଜନ କରୁଛନ୍ତି । ଆଶ୍ରମ ନାମରେ ବଡ଼ ବଡ଼ ପ୍ରାସାଦ ନିର୍ମାଣ କରୁଛନ୍ତି । ବିଳାସପୂର୍ଣ୍ଣ ଜୀବନ ଯାପନ କରୁଛନ୍ତି । ଅଥଚ ଧର୍ମ ଆମକୁ ତ୍ୟାଗ, ସଂଯମ ଓ ସେବାର ଶିକ୍ଷା ଦିଏ । ଏଭଳି ଭଣ୍ଡ ସାଧୁ ସନ୍ଥଙ୍କ ଠାରୁ ସତର୍କ ରହିବା ଆବଶ୍ୟକ । ମଣିଷକୁ ନିଜ ବିବେକ ଓ ବୁଦ୍ଧିକୁ ବ୍ୟବହାର କରିବା ଉଚିତ । ଯୁକ୍ତିବାଦୀ ଚିନ୍ତାଧାରା ବିକଶିତ କରିବା ଦରକାର । ବୈଜ୍ଞାନିକ ଦୃଷ୍ଟିକୋଣ ଗ୍ରହଣ କରିବା ଜରୁରୀ । ଶିକ୍ଷାର ପ୍ରସାର ହିଁ ଅନ୍ଧବିଶ୍ୱାସ ଦୂର କରିପାରିବ । ଈଶ୍ୱର ହେବାରେ କି ପ୍ରୟୋଜନ, ଯେତେବେଳେ ଭଲ ମଣିଷ ହେବା ହିଁ ସବୁଠାରୁ କଷ୍ଟକର କାମ । ଯିଏ ସତ୍ୟ କହେ, ସଚ୍ଚୋଟ ରହେ, ଅନ୍ୟକୁ ସାହାଯ୍ୟ କରେ, ସିଏ ହିଁ ପ୍ରକୃତ ଧାର୍ମିକ । ମନ୍ଦିରକୁ ଯିବା ଅପେକ୍ଷା କ୍ଷୁଧାର୍ତ୍ତକୁ ଖାଦ୍ୟ ଦେବା, ରୋଗୀର ସେବା କରିବା, ଅଶିକ୍ଷିତକୁ ଶିକ୍ଷା ଦେବା ଅଧିକ ପୁଣ୍ୟର କାମ । ସନ୍ଥ କବି ଭୀମଭୋଇ କହିଥିଲେ, ମୋ ଜୀବନ ପଛେ ନର୍କେ ପଡ଼ିଥାଉ, ଜଗତ ଉଦ୍ଧାର ହେଉ । ଏହି ଭାବନା ହିଁ ପ୍ରକୃତ ଧର୍ମ । ଆଜିର ଯୁଗରେ ଆମକୁ ସେହି ମହାପୁରୁଷଙ୍କ ଆଦର୍ଶ ଅନୁସରଣ କରିବା ଦରକାର । ସମାଜରେ ଭ୍ରାତୃତ୍ୱ, ସମାନତା ଓ ସୌହାର୍ଦ୍ୟ ପ୍ରତିଷ୍ଠା କରିବା ଆମର କର୍ତ୍ତବ୍ୟ । ଜାତି, ଧର୍ମ, ବର୍ଣ୍ଣ ନିର୍ବିଶେଷରେ ସମସ୍ତଙ୍କୁ ସମ୍ମାନ ଦେବା ଉଚିତ । ପ୍ରତ୍ୟେକ ମଣିଷ ଭିତରେ ଈଶ୍ୱର ବାସ କରନ୍ତି । ତେଣୁ ମଣିଷର ସେବା ହିଁ ଈଶ୍ୱରଙ୍କ ସେବା । ଏହି ସତ୍ୟକୁ ଉପଲବ୍ଧି କଲେ ସମାଜରୁ ହିଂସା, ଦ୍ୱେଷ ଓ ଭେଦଭାବ ଦୂର ହେବ । ଏକ ସୁନ୍ଦର ଓ ଶାନ୍ତିପୂର୍ଣ୍ଣ ସମାଜ ଗଠନ ହେବ । ସମସ୍ତେ ମିଳିମିଶି ଏହି ଲକ୍ଷ୍ୟରେ କାମ କରିବା ଉଚିତ । ନିଜକୁ ଈଶ୍ୱର ବୋଲି କହିବା ଅପେକ୍ଷା ନିଜକୁ ମଣିଷ ଭାବେ ପ୍ରମାଣ କରିବା ଅଧିକ ଗୌରବର କଥା । [342,1793,1148,1951]
sudoku-cell[interactable] [1318,2086,1346,2116]
sudoku-cell[interactable] [1346,2183,1374,2213]
sudoku-cell[interactable] [1236,2213,1264,2244]
sudoku-cell[interactable] [1401,2086,1429,2116]
sudoku-cell[interactable]: 5 [1318,2304,1346,2334]
sudoku-cell[interactable]: 2 [1373,2274,1401,2304]
nadi-byline: ଭୂଗୋଳ ବିଭାଗ, ଉତ୍କଳ ବିଶ୍ୱବିଦ୍ୟାଳୟ, ଭୁବନେଶ୍ୱର, ମୋ: ୯୮୬୧୧୩୮୬୭୪ [812,1640,1148,1653]
chatra-title: ଚଟ୍ଟରଙ୍କ ସର୍ବୋତ୍କୃଷ୍ଟ ଉତ୍ତର [8,886,322,914]
sudoku-cell[interactable] [1263,2274,1291,2304]
sudoku-cell[interactable] [1236,2086,1264,2116]
right-rule-1 [1166,352,1492,353]
sudoku-grid[interactable] [1206,2084,1458,2336]
garib-byline: ଗୋଟାଏବଳ ସାହୁ, ଜୋତାଣିଆଁ ସହ ଓ ଅସପାଲ୍‌, ଖଡ଼ିବାଲ୍ଲାପାତା, କଟକ [1223,334,1492,345]
sudoku-cell[interactable]: 5 [1401,2153,1429,2183]
sudoku-cell[interactable] [1291,2244,1319,2274]
sudoku-credit: © Puzzles by Pappocom [1170,2068,1267,2077]
sudoku-cell[interactable]: 4 [1291,2274,1319,2304]
pathaka-title: ପାଠକ ଶ୍ରେଷ୍ଠ ବିଚାରଣି [1206,8,1490,42]
envelope-icon [1168,12,1202,38]
sudoku-cell[interactable]: 4 [1236,2122,1264,2153]
sudoku-cell[interactable] [1208,2304,1236,2334]
sudoku-cell[interactable] [1373,2304,1401,2334]
garib-title: ଗରିବ ବିରୋଧୀ ଭାଟ୍ ବୃଦ୍ଧି [1166,54,1384,79]
kendra-body: ପାକିସ୍ତାନରୁ ଲଗାତାର ସୀମାନ୍ତରେ ଗୁଳିବିନିମୟ ଓ ଆତଙ୍କବାଦୀ ଅନୁପ୍ରବେଶ ଘଟଣା ଘଟୁଛି । ଏହି ପରିସ୍ଥିତିରେ ଜାତୀୟ ସୁରକ୍ଷା ସମ୍ପର୍କିତ ନୀତି ପ୍ରସ୍ତୁତ କରିବା ବେଳେ କେନ୍ଦ୍ର ସରକାର ସମସ୍ତ ରାଜ୍ୟଗୁଡ଼ିକର ସହମତି ନେବା ଉଚିତ । ଜାତୀୟ ଆତଙ୍କବାଦ ନିରୋଧକ କେନ୍ଦ୍ର ଗଠନ ପ୍ରସଙ୍ଗରେ ଅନେକ ରାଜ୍ୟ ଆପତ୍ତି ଉଠାଇଛନ୍ତି । ସଂଘୀୟ ବ୍ୟବସ୍ଥାରେ ରାଜ୍ୟଙ୍କ ଅଧିକାରକୁ ସମ୍ମାନ ଦେବା ଜରୁରୀ । ଆଇନଶୃଙ୍ଖଳା ରାଜ୍ୟ ତାଲିକାର ବିଷୟ । ତେଣୁ କେନ୍ଦ୍ର ଏକତରଫା ନିଷ୍ପତ୍ତି ନେଲେ ରାଜ୍ୟଗୁଡ଼ିକ ସହିତ ସମ୍ପର୍କ ବିଗିଡ଼ିବ । ସମସ୍ତ ମୁଖ୍ୟମନ୍ତ୍ରୀଙ୍କ ବୈଠକ ଡାକି ଆଲୋଚନା ମାଧ୍ୟମରେ ସମାଧାନ ବାହାର କରିବା ଉଚିତ । ଦେଶର ସୁରକ୍ଷା ସମସ୍ତଙ୍କ ଦାୟିତ୍ୱ । କେନ୍ଦ୍ର ଓ ରାଜ୍ୟ ମିଳିମିଶି କାମ କଲେ ହିଁ ଆତଙ୍କବାଦକୁ ଦମନ କରାଯାଇପାରିବ । [1166,387,1492,530]
chatra-byline: ସଉଜାନ ଉଜ ବିଦ୍ୟାଳୟ, କୋରାପୁଟ [171,1526,322,1539]
sudoku-cell[interactable]: 5 [1373,2086,1401,2116]
sudoku-cell[interactable] [1373,2122,1401,2153]
right-vertical-rule [1156,6,1158,2326]
sudoku-cell[interactable]: 9 [1401,2183,1429,2213]
sudoku-cell[interactable]: 3 [1208,2213,1236,2244]
sudoku-cell[interactable] [1236,2153,1264,2183]
sudoku-cell[interactable] [1318,2244,1346,2274]
chirantani-tag: (ପାପ) [256,184,284,197]
aajira-title: ଆଜିର ଅର୍ଥନୀତି [658,496,802,524]
